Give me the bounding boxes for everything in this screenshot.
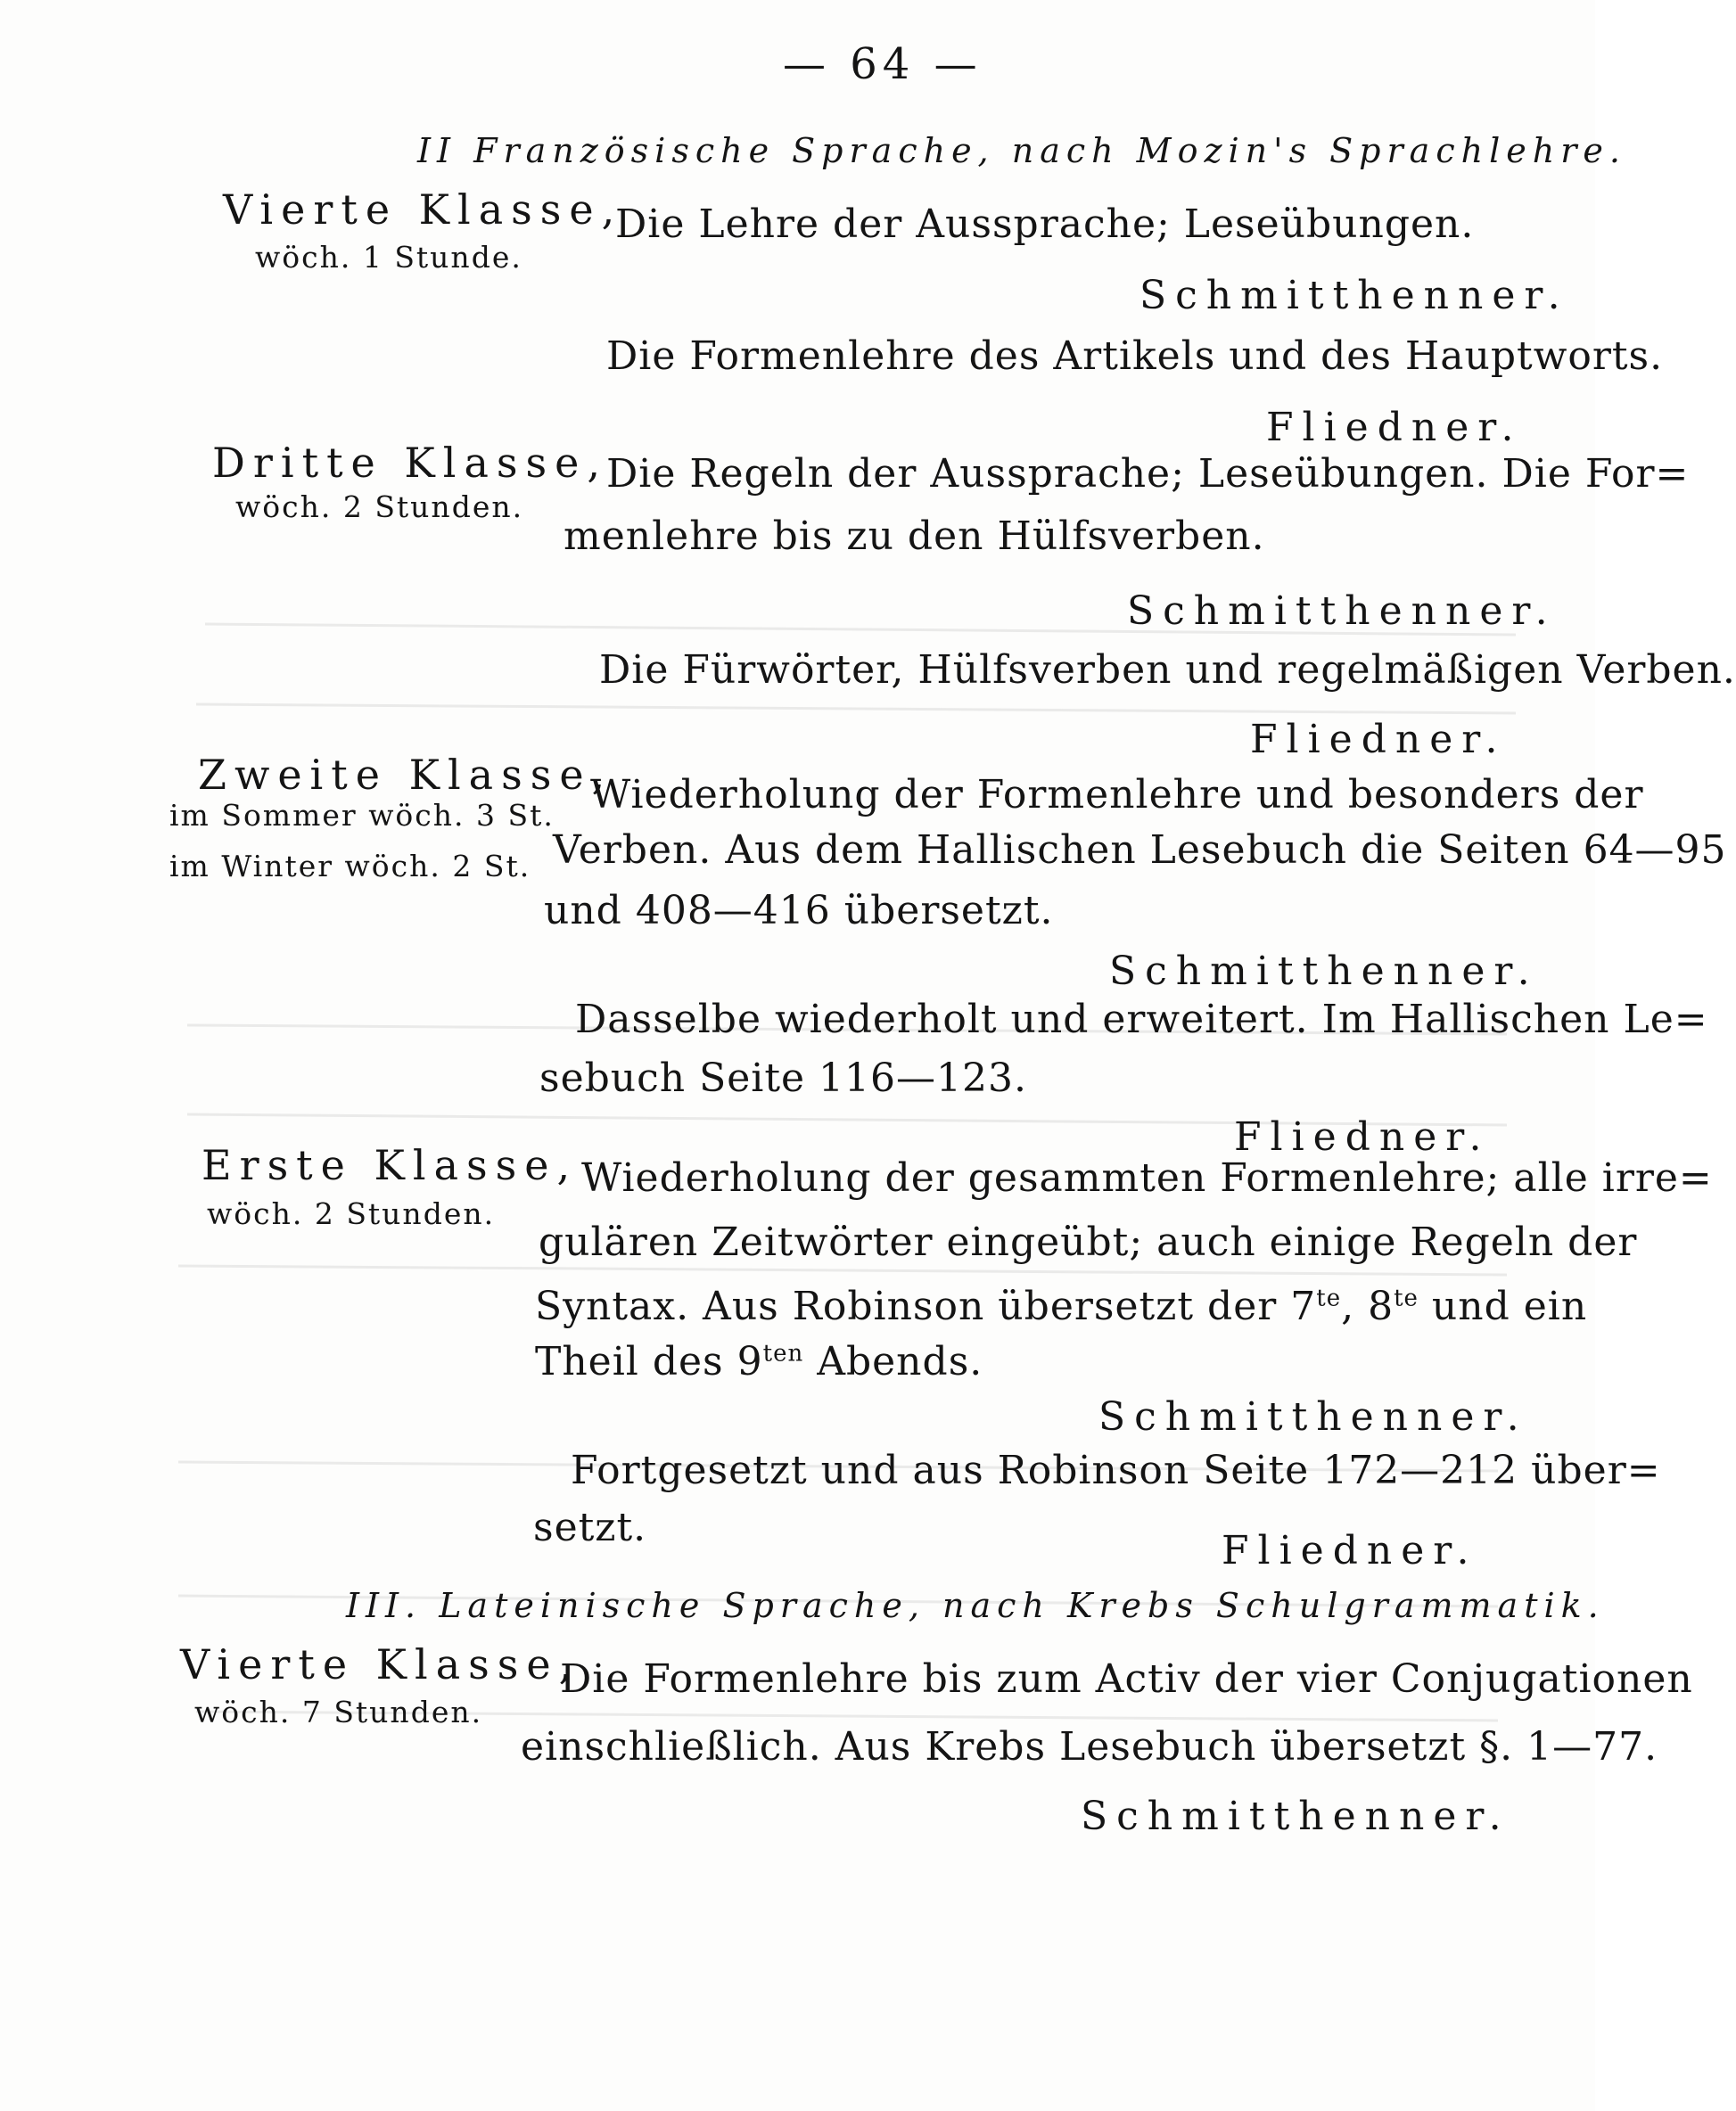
- french-erste-klasse-label: Erste Klasse,: [202, 1141, 579, 1189]
- french-zweite-hours-summer: im Sommer wöch. 3 St.: [169, 798, 555, 833]
- latin-vierte-teacher-1: Schmitthenner.: [1081, 1794, 1510, 1839]
- french-zweite-line-5: sebuch Seite 116—123.: [539, 1056, 1028, 1101]
- french-dritte-teacher-2: Fliedner.: [1250, 717, 1507, 762]
- french-erste-line-3: Syntax. Aus Robinson übersetzt der $7^{te}$, $8^{te}$ und ein: [535, 1284, 1588, 1329]
- latin-vierte-line-1: Die Formenlehre bis zum Activ der vier Conjugationen: [560, 1656, 1693, 1702]
- latin-vierte-line-2: einschließlich. Aus Krebs Lesebuch übersetzt §. 1—77.: [521, 1724, 1658, 1770]
- french-dritte-teacher-1: Schmitthenner.: [1127, 588, 1557, 634]
- french-erste-hours: wöch. 2 Stunden.: [207, 1196, 496, 1231]
- latin-vierte-hours: wöch. 7 Stunden.: [194, 1695, 483, 1729]
- french-vierte-hours: wöch. 1 Stunde.: [255, 240, 522, 275]
- french-zweite-line-3: und 408—416 übersetzt.: [544, 888, 1054, 933]
- french-vierte-teacher-2: Fliedner.: [1266, 405, 1523, 450]
- french-zweite-teacher-1: Schmitthenner.: [1109, 949, 1539, 994]
- french-vierte-line-1: Die Lehre der Aussprache; Leseübungen.: [615, 201, 1475, 247]
- french-zweite-hours-winter: im Winter wöch. 2 St.: [169, 849, 531, 883]
- french-dritte-line-3: Die Fürwörter, Hülfsverben und regelmäßigen Verben.: [599, 647, 1736, 693]
- french-section-heading: II Französische Sprache, nach Mozin's Sprachlehre.: [417, 131, 1626, 170]
- latin-section-heading: III. Lateinische Sprache, nach Krebs Schulgrammatik.: [346, 1586, 1605, 1625]
- french-erste-teacher-2: Fliedner.: [1222, 1528, 1478, 1573]
- french-erste-line-5: Fortgesetzt und aus Robinson Seite 172—212 über=: [571, 1448, 1661, 1493]
- french-zweite-line-2: Verben. Aus dem Hallischen Lesebuch die Seiten 64—95: [553, 827, 1727, 873]
- french-zweite-teacher-2: Fliedner.: [1234, 1114, 1491, 1160]
- french-zweite-line-1: Wiederholung der Formenlehre und besonders der: [590, 772, 1644, 817]
- french-vierte-line-2: Die Formenlehre des Artikels und des Hauptworts.: [606, 333, 1664, 379]
- french-erste-teacher-1: Schmitthenner.: [1098, 1394, 1528, 1440]
- latin-vierte-klasse-label: Vierte Klasse,: [180, 1640, 580, 1688]
- french-zweite-klasse-label: Zweite Klasse,: [198, 751, 613, 799]
- french-dritte-klasse-label: Dritte Klasse,: [212, 439, 608, 487]
- french-erste-line-2: gulären Zeitwörter eingeübt; auch einige Regeln der: [539, 1220, 1638, 1265]
- french-vierte-klasse-label: Vierte Klasse,: [223, 185, 623, 234]
- french-dritte-hours: wöch. 2 Stunden.: [235, 489, 524, 524]
- french-vierte-teacher-1: Schmitthenner.: [1140, 273, 1569, 318]
- french-erste-line-4: Theil des $9^{ten}$ Abends.: [535, 1339, 983, 1384]
- french-erste-line-6: setzt.: [533, 1505, 647, 1550]
- page-number: — 64 —: [783, 39, 983, 89]
- french-erste-line-1: Wiederholung der gesammten Formenlehre; alle irre=: [581, 1155, 1713, 1201]
- french-zweite-line-4: Dasselbe wiederholt und erweitert. Im Hallischen Le=: [575, 997, 1708, 1042]
- french-dritte-line-2: menlehre bis zu den Hülfsverben.: [564, 513, 1265, 559]
- french-dritte-line-1: Die Regeln der Aussprache; Leseübungen. Die For=: [606, 451, 1690, 497]
